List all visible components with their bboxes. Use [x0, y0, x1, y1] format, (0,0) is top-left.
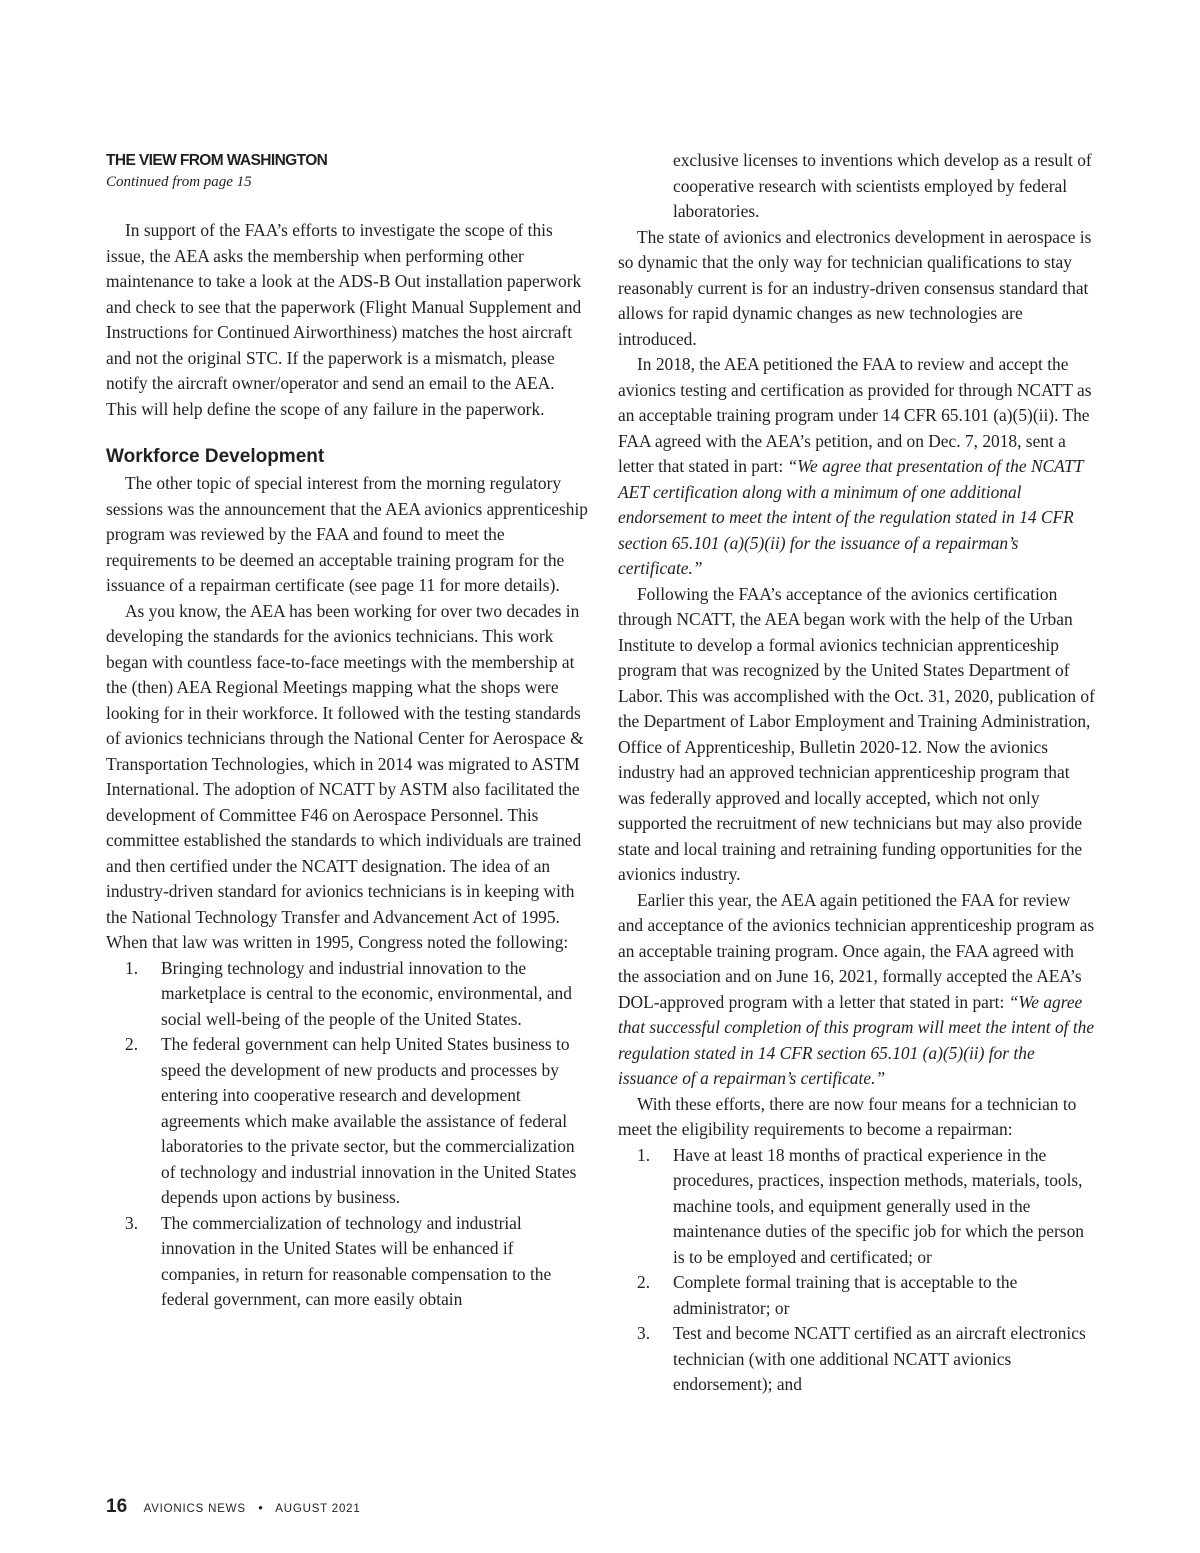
list-number: 2. [637, 1272, 651, 1292]
list-text: The commercialization of technology and industrial innovation in the United States will be enhanced if companies, in return for reasonable compensation to the federal government, can more easily obtain [161, 1212, 552, 1309]
list-text: Have at least 18 months of practical experience in the procedures, practices, inspection methods, materials, tools, machine tools, and equipment generally used in the maintenance duties of the specific job for which the person is to be employed and certificated; or [673, 1144, 1084, 1267]
page-footer [106, 1496, 361, 1518]
paragraph-text: In 2018, the AEA petitioned the FAA to review and accept the avionics testing and certification as provided for through NCATT as an acceptable training program under 14 CFR 65.101 (a)(5)(ii). The FAA agreed with the AEA’s petition, and on Dec. 7, 2018, sent a letter that stated in part: [618, 354, 1092, 476]
congress-findings-list [106, 956, 588, 1313]
list-text: Test and become NCATT certified as an aircraft electronics technician (with one additional NCATT avionics endorsement); and [673, 1323, 1086, 1394]
right-column [618, 148, 1096, 1398]
issue-date: AUGUST 2021 [275, 1503, 361, 1515]
list-item [106, 1032, 588, 1211]
section-kicker: THE VIEW FROM WASHINGTON [106, 152, 328, 169]
list-item [618, 1321, 1096, 1398]
paragraph: The other topic of special interest from the morning regulatory sessions was the announcement that the AEA avionics apprenticeship program was reviewed by the FAA and found to meet the requirements to be deemed an acceptable training program for the issuance of a repairman certificate (see page 11 for more details). [106, 473, 588, 595]
list-item [618, 1143, 1096, 1271]
list-item [106, 1211, 588, 1313]
page-number: 16 [106, 1496, 128, 1517]
paragraph: With these efforts, there are now four means for a technician to meet the eligibility requirements to become a repairman: [618, 1093, 1077, 1139]
footer-separator: • [258, 1500, 263, 1515]
list-text: Complete formal training that is acceptable to the administrator; or [673, 1272, 1018, 1318]
list-number: 3. [125, 1212, 139, 1233]
paragraph [618, 888, 1096, 1092]
repairman-means-list [618, 1143, 1096, 1398]
paragraph-text: Earlier this year, the AEA again petitioned the FAA for review and acceptance of the avionics technician apprenticeship program as an acceptable training program. Once again, the FAA agreed with the association and on June 16, 2021, formally accepted the AEA’s DOL-approved program with a letter that stated in part: [618, 889, 1095, 1012]
list-number: 1. [637, 1144, 651, 1165]
list-text: The federal government can help United States business to speed the development of new products and processes by entering into cooperative research and development agreements which make available the assistance of federal laboratories to the private sector, but the commercialization of technology and industrial innovation in the United States depends upon actions by business. [161, 1034, 577, 1207]
list-number: 1. [125, 957, 139, 978]
subheading-workforce-development: Workforce Development [106, 446, 325, 467]
list-text: Bringing technology and industrial innovation to the marketplace is central to the economic, environmental, and social well-being of the people of the United States. [161, 957, 572, 1029]
list-item [618, 1270, 1096, 1321]
paragraph: As you know, the AEA has been working for over two decades in developing the standards for the avionics technicians. This work began with countless face-to-face meetings with the membership at the (then) AEA Regional Meetings mapping what the shops were looking for in their workforce. It followed with the testing standards of avionics technicians through the National Center for Aerospace & Transportation Technologies, which in 2014 was migrated to ASTM International. The adoption of NCATT by ASTM also facilitated the development of Committee F46 on Aerospace Personnel. This committee established the standards to which individuals are trained and then certified under the NCATT designation. The idea of an industry-driven standard for avionics technicians is in keeping with the National Technology Transfer and Advancement Act of 1995. When that law was written in 1995, Congress noted the following: [106, 600, 584, 952]
faa-quote: “We agree that presentation of the NCATT AET certification along with a minimum of one additional endorsement to meet the intent of the regulation stated in 14 CFR section 65.101 (a)(5)(ii) for the issuance of a repairman’s certificate.” [618, 456, 1084, 578]
list-item [106, 956, 588, 1033]
paragraph: Following the FAA’s acceptance of the avionics certification through NCATT, the AEA began work with the help of the Urban Institute to develop a formal avionics technician apprenticeship program that was recognized by the United States Department of Labor. This was accomplished with the Oct. 31, 2020, publication of the Department of Labor Employment and Training Administration, Office of Apprenticeship, Bulletin 2020-12. Now the avionics industry had an approved technician apprenticeship program that was federally approved and locally accepted, which not only supported the recruitment of new technicians but may also provide state and local training and retraining funding opportunities for the avionics industry. [618, 583, 1095, 884]
paragraph [618, 352, 1096, 582]
list-number: 2. [125, 1034, 139, 1054]
left-column [106, 148, 588, 1313]
list-continuation: exclusive licenses to inventions which develop as a result of cooperative research with scientists employed by federal laboratories. [673, 150, 1092, 221]
faa-quote: “We agree that successful completion of this program will meet the intent of the regulation stated in 14 CFR section 65.101 (a)(5)(ii) for the issuance of a repairman’s certificate.” [618, 991, 1095, 1088]
paragraph: In support of the FAA’s efforts to investigate the scope of this issue, the AEA asks the membership when performing other maintenance to take a look at the ADS-B Out installation paperwork and check to see that the paperwork (Flight Manual Supplement and Instructions for Continued Airworthiness) matches the host aircraft and not the original STC. If the paperwork is a mismatch, please notify the aircraft owner/operator and send an email to the AEA. This will help define the scope of any failure in the paperwork. [106, 220, 582, 419]
magazine-name: AVIONICS NEWS [143, 1503, 246, 1515]
list-number: 3. [637, 1323, 651, 1343]
paragraph: The state of avionics and electronics development in aerospace is so dynamic that the only way for technician qualifications to stay reasonably current is for an industry-driven consensus standard that allows for rapid dynamic changes as new technologies are introduced. [618, 226, 1092, 349]
continued-note: Continued from page 15 [106, 174, 252, 190]
